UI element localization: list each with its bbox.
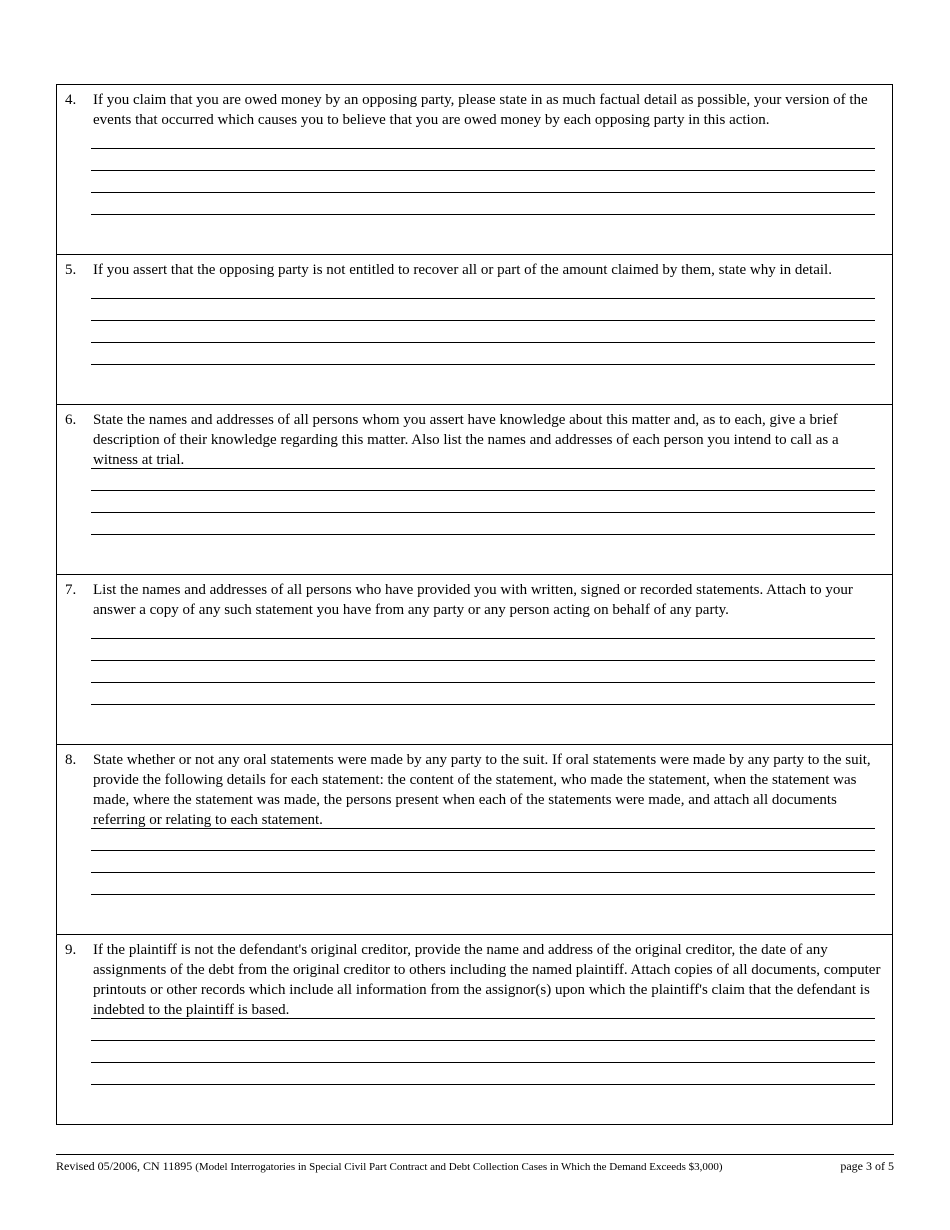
question-9 (57, 935, 892, 1125)
answer-lines[interactable] (91, 298, 875, 386)
question-number: 9. (65, 942, 77, 958)
question-6 (57, 405, 892, 575)
answer-lines[interactable] (91, 468, 875, 556)
question-text: State the names and addresses of all persons whom you assert have knowledge about this matter and, as to each, give a brief description of their knowledge regarding this matter. Also list the names and addresses of each person you intend to call as a witness at trial. (93, 412, 839, 468)
form-title: (Model Interrogatories in Special Civil Part Contract and Debt Collection Cases in Which the Demand Exceeds $3,000) (195, 1161, 723, 1173)
question-text: If you claim that you are owed money by an opposing party, please state in as much factual detail as possible, your version of the events that occurred which causes you to believe that you are owed money by each opposing party in this action. (93, 92, 868, 128)
question-4 (57, 85, 892, 255)
page-footer (56, 1154, 894, 1175)
revision-label: Revised 05/2006, CN 11895 (56, 1159, 193, 1173)
answer-lines[interactable] (91, 1018, 875, 1106)
answer-lines[interactable] (91, 828, 875, 916)
question-number: 5. (65, 262, 77, 278)
question-text: If the plaintiff is not the defendant's original creditor, provide the name and address of the original creditor, the date of any assignments of the debt from the original creditor to others including the named plaintiff. Attach copies of all documents, computer printouts or other records which include all information from the assignor(s) upon which the plaintiff's claim that the defendant is indebted to the plaintiff is based. (93, 942, 881, 1018)
question-7 (57, 575, 892, 745)
question-number: 8. (65, 752, 77, 768)
answer-lines[interactable] (91, 148, 875, 236)
question-8 (57, 745, 892, 935)
question-number: 7. (65, 582, 77, 598)
question-text: If you assert that the opposing party is not entitled to recover all or part of the amount claimed by them, state why in detail. (93, 262, 832, 278)
question-text: State whether or not any oral statements were made by any party to the suit. If oral statements were made by any party to the suit, provide the following details for each statement: the content of the statement, who made the statement, when the statement was made, where the statement was made, the persons present when each of the statements were made, and attach all documents referring or relating to each statement. (93, 752, 871, 828)
question-text: List the names and addresses of all persons who have provided you with written, signed or recorded statements. Attach to your answer a copy of any such statement you have from any party or any person acting on behalf of any party. (93, 582, 853, 618)
page-number: page 3 of 5 (840, 1159, 894, 1173)
question-number: 6. (65, 412, 77, 428)
question-5 (57, 255, 892, 405)
interrogatory-form (56, 84, 893, 1125)
question-number: 4. (65, 92, 77, 108)
answer-lines[interactable] (91, 638, 875, 726)
